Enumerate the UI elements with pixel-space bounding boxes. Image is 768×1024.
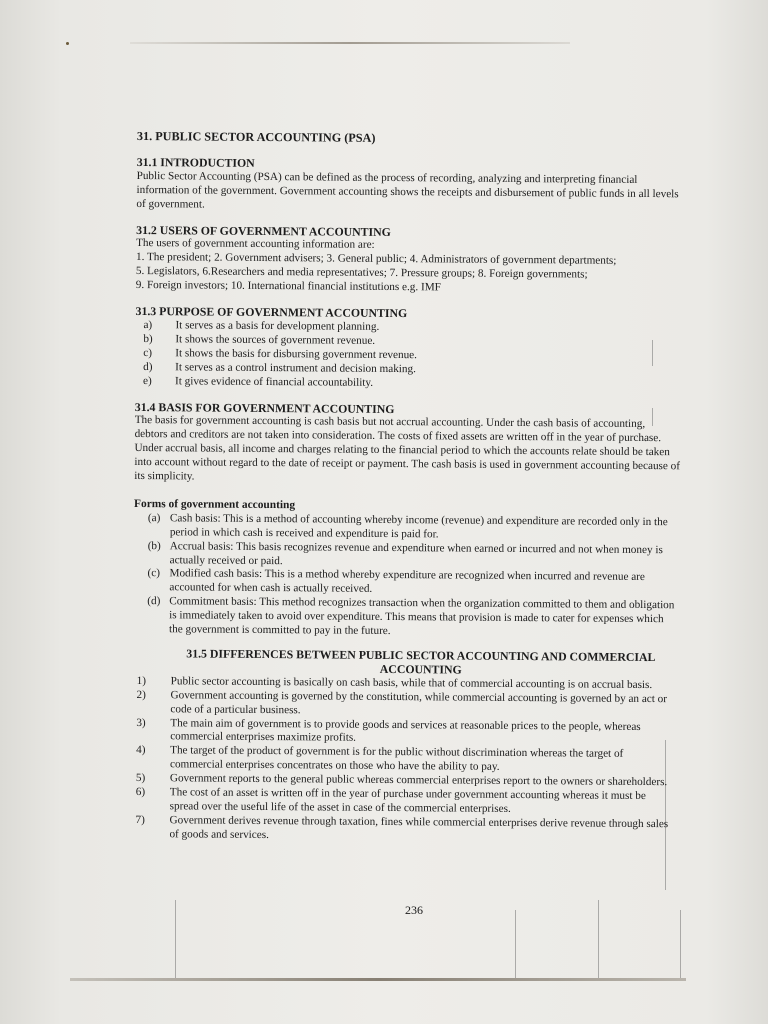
section-differences — [131, 647, 679, 846]
purpose-list — [135, 319, 682, 393]
list-text: It shows the basis for disbursing government revenue. — [175, 347, 418, 361]
list-text: The target of the product of government is for the public without discrimination whereas the target of commercial enterprises concentrates on those who have the ability to pay. — [169, 744, 624, 774]
list-text: Cash basis: This is a method of accounting whereby income (revenue) and expenditure are recorded only in the period in which cash is received and expenditure is paid for. — [169, 512, 668, 541]
forms-list — [133, 512, 680, 641]
list-item — [132, 786, 678, 818]
section-heading: 31.3 PURPOSE OF GOVERNMENT ACCOUNTING — [135, 304, 408, 321]
subsection-heading: Forms of government accounting — [134, 497, 296, 512]
list-label: (a) — [147, 511, 161, 525]
list-text: It serves as a basis for development planning. — [175, 319, 380, 333]
differences-list — [131, 675, 678, 846]
list-text: Government derives revenue through taxation, fines while commercial enterprises derive revenue through sales of goods and services. — [169, 814, 669, 841]
section-introduction — [136, 156, 682, 216]
users-line: 5. Legislators, 6.Researchers and media representatives; 7. Pressure groups; 8. Foreign governments; — [135, 265, 588, 281]
list-label: (c) — [147, 567, 160, 580]
list-item — [134, 512, 680, 544]
list-label: 4) — [136, 744, 146, 757]
heading-line: 31.5 DIFFERENCES BETWEEN PUBLIC SECTOR ACCOUNTING AND COMMERCIAL — [186, 646, 656, 665]
section-users — [136, 224, 683, 298]
section-purpose — [135, 305, 682, 393]
users-line: 9. Foreign investors; 10. International financial institutions e.g. IMF — [135, 279, 441, 294]
list-label: (d) — [147, 595, 161, 608]
list-item — [133, 595, 679, 641]
users-lead: The users of government accounting information are: — [136, 237, 375, 252]
list-label: 2) — [136, 688, 146, 701]
scan-artifact-line — [680, 910, 681, 978]
section-paragraph: The basis for government accounting is cash basis but not accrual accounting. Under the cash basis of accounting, debtors and creditors are not taken into consideration. The costs of fixed assets are written off in the year of purchase. Under accrual basis, all income and charges relating to the financial period to which the accounts relate should be taken into account without regard to the date of receipt or payment. The cash basis is used in government accounting because of its simplicity. — [134, 414, 681, 483]
list-text: Government reports to the general public whereas commercial enterprises report to the owners or shareholders. — [169, 772, 668, 789]
scan-artifact-line — [515, 910, 516, 978]
list-item — [132, 717, 678, 749]
chapter-title: 31. PUBLIC SECTOR ACCOUNTING (PSA) — [136, 129, 376, 145]
list-label: d) — [143, 360, 153, 373]
page-number: 236 — [405, 903, 423, 917]
list-text: It serves as a control instrument and decision making. — [175, 360, 416, 375]
list-text: Government accounting is governed by the constitution, while commercial accounting is governed by an act or code of a particular business. — [170, 688, 668, 716]
users-line: 1. The president; 2. Government advisers; 3. General public; 4. Administrators of government departments; — [135, 251, 617, 268]
list-label: 1) — [136, 674, 147, 687]
section-heading: 31.1 INTRODUCTION — [136, 154, 255, 170]
scan-edge-top — [130, 42, 570, 44]
scan-artifact-line — [598, 900, 599, 978]
list-text: Modified cash basis: This is a method whereby expenditure are recognized when incurred and revenue are accounted for when cash is actually received. — [169, 567, 645, 596]
list-label: c) — [143, 346, 153, 359]
scan-mark — [66, 42, 69, 45]
list-label: 3) — [136, 716, 146, 729]
list-label: a) — [143, 319, 153, 332]
list-item — [131, 814, 677, 846]
document-content — [131, 130, 683, 846]
list-label: (b) — [147, 539, 161, 552]
list-text: The main aim of government is to provide goods and services at reasonable prices to the people, whereas commercial enterprises maximize profits. — [170, 716, 641, 745]
list-item — [132, 744, 678, 776]
section-heading: 31.4 BASIS FOR GOVERNMENT ACCOUNTING — [134, 399, 395, 416]
list-label: 6) — [135, 786, 146, 799]
list-text: Public sector accounting is basically on cash basis, while that of commercial accounting is on accrual basis. — [170, 675, 653, 691]
section-basis — [134, 400, 681, 488]
scan-edge-bottom — [70, 978, 686, 981]
section-heading: 31.2 USERS OF GOVERNMENT ACCOUNTING — [136, 222, 391, 239]
list-text: Accrual basis: This basis recognizes revenue and expenditure when earned or incurred and not when money is actually received or paid. — [169, 539, 663, 567]
section-heading — [133, 647, 679, 679]
list-item — [132, 689, 678, 721]
list-text: Commitment basis: This method recognizes transaction when the organization committed to them and obligation is immediately taken to avoid over expenditure. This means that provision is made to cater for expenses which the government is committed to pay in the future. — [169, 595, 675, 638]
list-text: It gives evidence of financial accountability. — [174, 374, 374, 389]
list-label: 5) — [135, 772, 146, 785]
list-item — [134, 540, 680, 572]
section-paragraph: Public Sector Accounting (PSA) can be defined as the process of recording, analyzing and interpreting financial information of the government. Government accounting shows the receipts and disbursement of public funds in all levels of government. — [136, 169, 679, 211]
list-item — [133, 567, 679, 599]
section-forms — [133, 498, 680, 641]
list-label: b) — [143, 332, 153, 346]
list-label: e) — [142, 374, 152, 387]
list-label: 7) — [135, 813, 145, 826]
list-item — [135, 375, 681, 393]
heading-line: ACCOUNTING — [379, 661, 462, 677]
list-text: It shows the sources of government revenue. — [175, 333, 376, 347]
list-text: The cost of an asset is written off in the year of purchase under government accounting whereas it must be spread over the useful life of the asset in case of the commercial enterprises. — [169, 786, 646, 815]
scan-artifact-line — [175, 900, 176, 978]
